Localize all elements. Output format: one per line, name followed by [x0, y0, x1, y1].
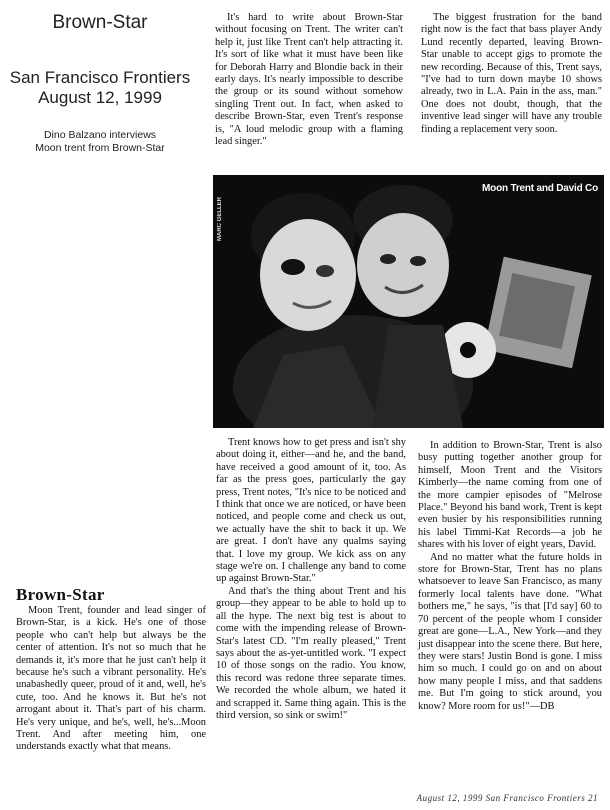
photo-illustration	[213, 175, 604, 428]
credit-line-1: Dino Balzano interviews	[43, 129, 157, 141]
article-column-top-right	[421, 12, 602, 136]
photo-caption: Moon Trent and David Co	[482, 183, 598, 194]
paragraph: It's hard to write about Brown-Star without focusing on Trent. The writer can't help it, just like Trent can't help attracting it. It's sort of like what it must have been like for Deborah Harry and Blondie back in their early days. It's nearly impossible to describe the group or its sound without somehow singling Trent out. In fact, when asked to describe Brown-Star, even Trent's response is, "A loud melodic group with a flaming lead singer."	[215, 12, 403, 148]
article-column-left	[16, 605, 206, 754]
publication-info	[0, 68, 200, 108]
article-column-top-middle	[215, 12, 403, 148]
paragraph: And that's the thing about Trent and his group—they appear to be able to hold up to all the hype. The next big test is about to come with the impending release of Brown-Star's latest CD. "I'm really pleased," Trent says about the as-yet-untitled work. "I expect 10 of those songs on the radio. You know, this record was redone three separate times. We recorded the whole album, we hated it and scrapped it. Same thing again. This is the third version, so sink or swim!"	[216, 585, 406, 721]
credit-line-2: Moon trent from Brown-Star	[35, 142, 165, 154]
paragraph: Moon Trent, founder and lead singer of Brown-Star, is a kick. He's one of those people who can't help but always be the center of attention. It's not so much that he demands it, it's more that he just can't help it because he's such a vibrant personality. He's unabashedly queer, proud of it and, well, he's cute, too. And he knows it. But he's not arrogant about it. That's part of his charm. He's very unique, and he's, well, he's...Moon Trent. And after meeting him, one understands exactly what that means.	[16, 605, 206, 753]
paragraph: And no matter what the future holds in store for Brown-Star, Trent has no plans whatsoever to leave San Francisco, as many formerly local talents have done. "What bothers me," he says, "is that [I'd say] 60 to 70 percent of the people whom I consider great are gone—L.A., New York—and they just disappear into the scene there. But here, they were stars! Justin Bond is gone. I miss him so much. I could go on and on about how many people I miss, and that saddens me. But I'm going to stick around, you know? More room for us!"—DB	[418, 551, 602, 712]
page-footer: August 12, 1999 San Francisco Frontiers 21	[416, 793, 598, 803]
interview-credit	[0, 129, 200, 155]
article-column-bottom-right	[418, 440, 602, 713]
paragraph: Trent knows how to get press and isn't shy about doing it, either—and he, and the band, have received a good amount of it, too. As far as the press goes, particularly the gay press, Trent notes, "It's nice to be noticed and I think that once we are noticed, or have been noticed, and people come and check us out, we actually have the shit to back it up. We are great. I don't have any qualms saying that. I love my group. We kick ass on any stage we're on. I challenge any band to come up against Brown-Star."	[216, 437, 406, 585]
article-heading: Brown-Star	[16, 585, 105, 604]
paragraph: In addition to Brown-Star, Trent is also busy putting together another group for himself, Moon Trent and the Visitors Kimberly—the name coming from one of the more campier episodes of "Melrose Place." Beyond his band work, Trent is kept even busier by his responsibilities running his label Timmi-Kat Records—a job he shares with his lover of eight years, David.	[418, 440, 602, 551]
page-title: Brown-Star	[52, 12, 148, 33]
article-column-bottom-middle	[216, 437, 406, 722]
publication-name: San Francisco Frontiers	[9, 68, 191, 87]
photo-credit: MARC GELLER	[217, 197, 223, 241]
band-photo	[213, 175, 604, 428]
paragraph: The biggest frustration for the band right now is the fact that bass player Andy Lund recently departed, leaving Brown-Star unable to accept gigs to promote the new recording. Because of this, Trent says, "I've had to turn down maybe 10 shows already, two in L.A. Pain in the ass, man." One does not doubt, though, that the inventive lead singer will have any trouble finding a replacement very soon.	[421, 12, 602, 135]
publication-date: August 12, 1999	[38, 88, 162, 107]
